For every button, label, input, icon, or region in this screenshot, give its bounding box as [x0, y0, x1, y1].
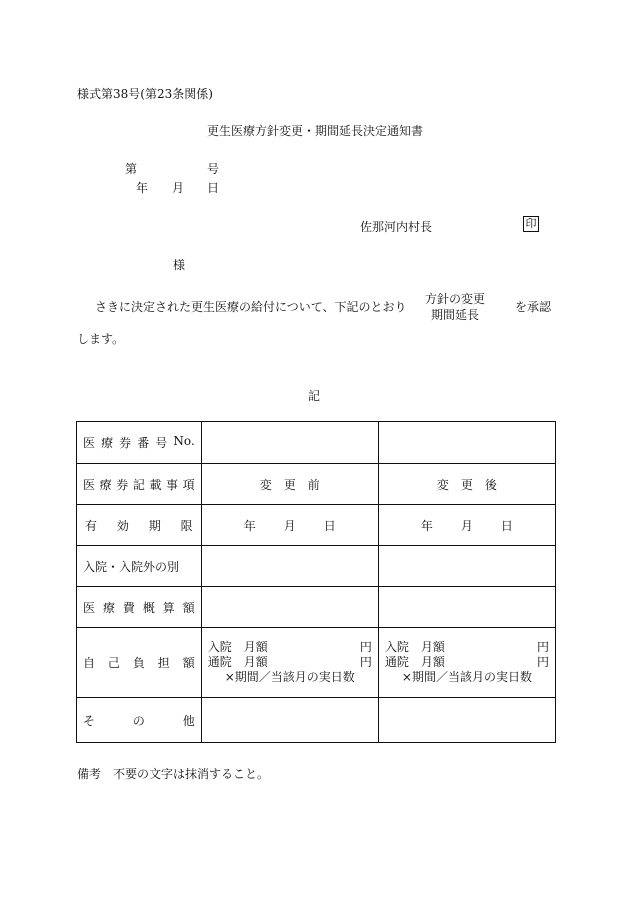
label-ticket-number: 医 療 券 番 号 No.	[77, 422, 202, 464]
choice-period-extension: 期間延長	[431, 308, 480, 322]
cell-estimate-after[interactable]	[378, 587, 555, 628]
label-inpatient-type: 入院・入院外の別	[77, 546, 202, 587]
number-go: 号	[207, 162, 220, 176]
date-day: 日	[207, 181, 220, 195]
label-cost-estimate: 医 療 費 概 算 額	[77, 587, 202, 628]
seal-mark: 印	[523, 216, 539, 232]
table-row	[77, 505, 556, 546]
label-other: そ の 他	[77, 698, 202, 743]
document-title: 更生医療方針変更・期間延長決定通知書	[206, 124, 423, 138]
date-year: 年	[136, 181, 149, 195]
addressee-suffix: 様	[173, 258, 186, 272]
cell-other-before[interactable]	[201, 698, 378, 743]
date-month: 月	[172, 181, 185, 195]
cell-period-before[interactable]: 年 月 日	[201, 505, 378, 546]
cell-ticket-number-before[interactable]	[201, 422, 378, 464]
header-after: 変 更 後	[378, 464, 555, 505]
table-row	[77, 587, 556, 628]
cell-inpatient-after[interactable]	[378, 546, 555, 587]
table-row	[77, 422, 556, 464]
header-before: 変 更 前	[201, 464, 378, 505]
cell-copay-before[interactable]: 入院 月額 円 通院 月額 円 ×期間／当該月の実日数	[201, 628, 378, 698]
cell-other-after[interactable]	[378, 698, 555, 743]
table-row	[77, 464, 556, 505]
table-row	[77, 546, 556, 587]
body-line-1: さきに決定された更生医療の給付について、下記のとおり	[95, 300, 407, 314]
label-copay: 自 己 負 担 額	[77, 628, 202, 698]
cell-inpatient-before[interactable]	[201, 546, 378, 587]
table-row	[77, 628, 556, 698]
cell-estimate-before[interactable]	[201, 587, 378, 628]
label-ticket-items: 医 療 券 記 載 事 項	[77, 464, 202, 505]
label-valid-period: 有 効 期 限	[77, 505, 202, 546]
body-line-2: します。	[77, 332, 125, 346]
issuer: 佐那河内村長	[360, 220, 433, 234]
ki-heading: 記	[308, 389, 321, 403]
choice-policy-change: 方針の変更	[425, 292, 486, 306]
number-dai: 第	[125, 162, 138, 176]
cell-period-after[interactable]: 年 月 日	[378, 505, 555, 546]
cell-copay-after[interactable]: 入院 月額 円 通院 月額 円 ×期間／当該月の実日数	[378, 628, 555, 698]
cell-ticket-number-after[interactable]	[378, 422, 555, 464]
form-id: 様式第38号(第23条関係)	[77, 87, 213, 101]
detail-table	[76, 421, 556, 743]
body-line-1-end: を承認	[515, 300, 552, 314]
table-row	[77, 698, 556, 743]
notes: 備考 不要の文字は抹消すること。	[77, 767, 270, 781]
